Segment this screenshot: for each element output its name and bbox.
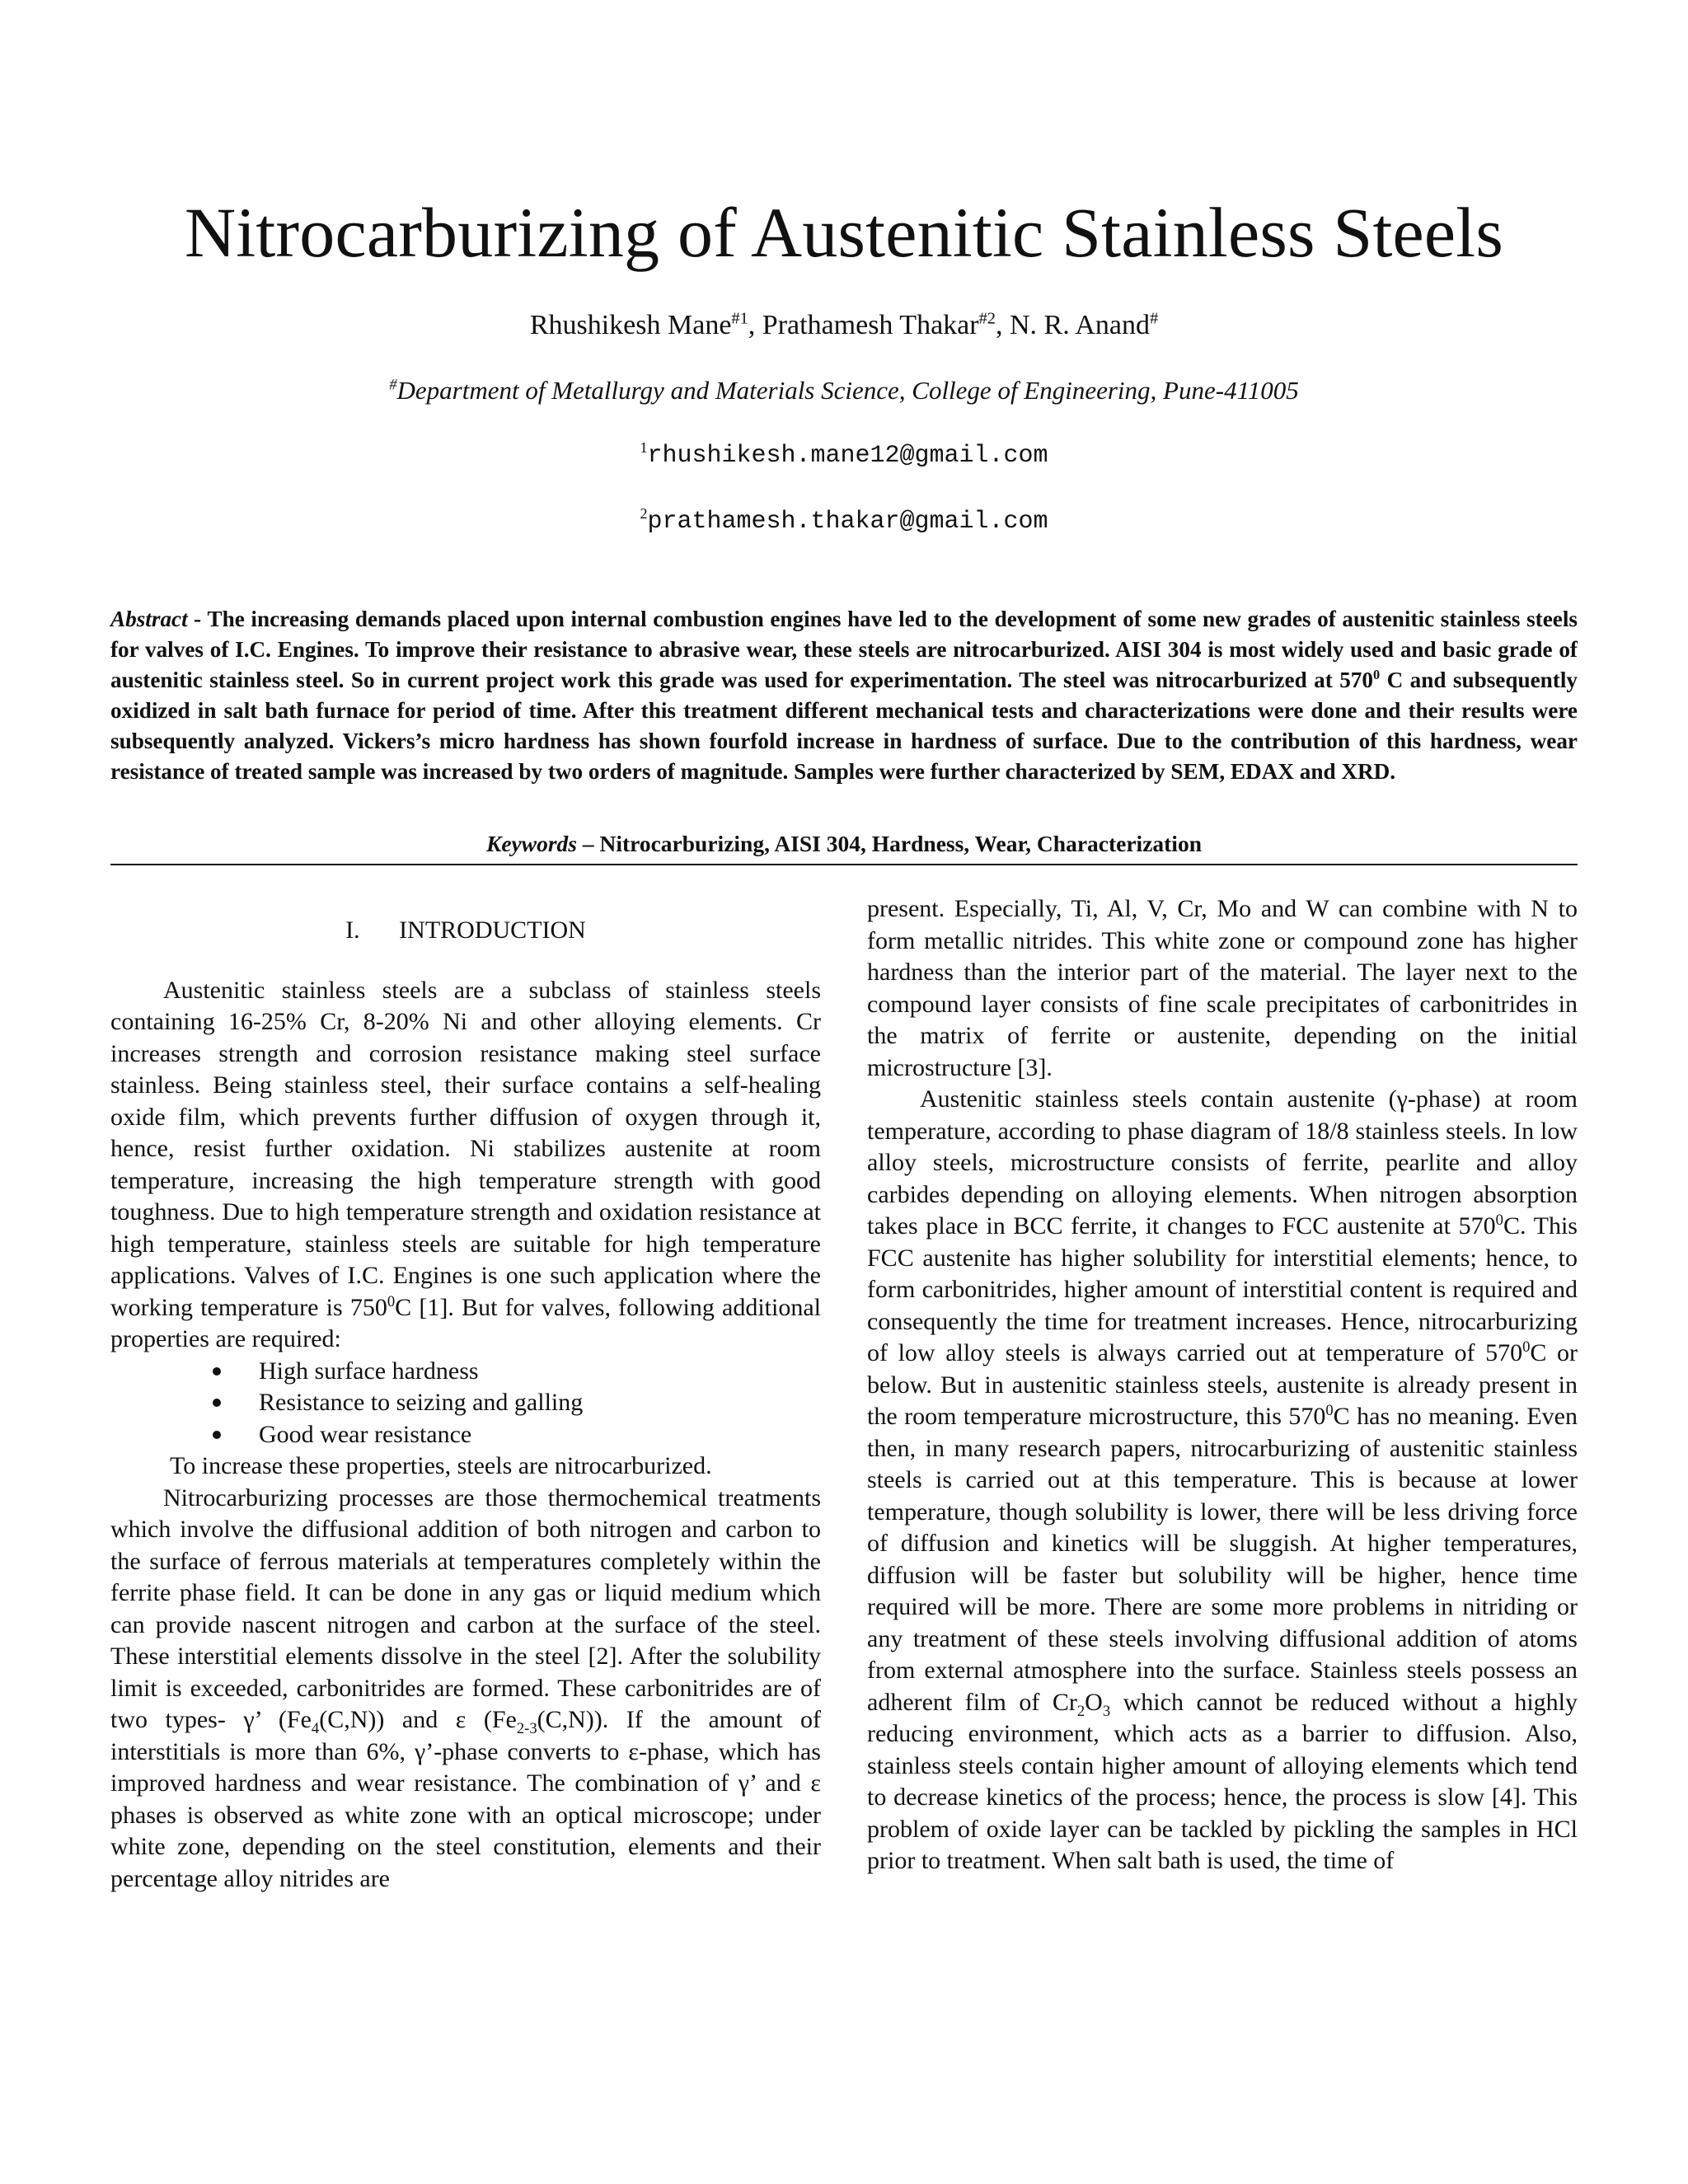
subscript: 2 bbox=[1076, 1702, 1085, 1720]
paragraph-text: which cannot be reduced without a highly reducing environment, which acts as a barrier to diffusion. Also, stainless steels contain higher amount of alloying elements which tend to decrease kinetics of the process; hence, the process is slow [4]. This problem of oxide layer can be tackled by pickling the samples in HCl prior to treatment. When salt bath is used, the time of bbox=[867, 1688, 1578, 1874]
affiliation bbox=[0, 376, 1688, 405]
subscript: 3 bbox=[1102, 1702, 1111, 1720]
paragraph bbox=[867, 1084, 1578, 1877]
author-separator: , bbox=[995, 310, 1010, 340]
keywords-label: Keywords bbox=[485, 831, 577, 856]
list-item bbox=[259, 1419, 821, 1451]
header-divider bbox=[110, 864, 1578, 865]
paragraph-text: To increase these properties, steels are nitrocarburized. bbox=[170, 1452, 712, 1479]
abstract-text: The increasing demands placed upon internal combustion engines have led to the development of some new grades of austenitic stainless steels for valves of I.C. Engines. To improve their resistance to abrasive wear, these steels are nitrocarburized. AISI 304 is most widely used and basic grade of austenitic stainless steel. So in current project work this grade was used for experimentation. The steel was nitrocarburized at 570 bbox=[110, 607, 1578, 692]
subscript: 2-3 bbox=[516, 1720, 537, 1737]
paragraph bbox=[867, 893, 1578, 1084]
degree-sup: 0 bbox=[387, 1292, 396, 1310]
list-item-text: Good wear resistance bbox=[259, 1420, 472, 1448]
section-number: I. bbox=[345, 916, 360, 944]
paragraph-text: present. Especially, Ti, Al, V, Cr, Mo and W can combine with N to form metallic nitrides. This white zone or compound zone has higher hardness than the interior part of the material. The layer next to the compound layer consists of fine scale precipitates of carbonitrides in the matrix of ferrite or austenite, depending on the initial microstructure [3]. bbox=[867, 895, 1578, 1081]
email-1 bbox=[0, 439, 1688, 470]
list-item-text: Resistance to seizing and galling bbox=[259, 1389, 584, 1416]
author-separator: , bbox=[748, 310, 762, 340]
affiliation-text: Department of Metallurgy and Materials Science, College of Engineering, Pune-411005 bbox=[396, 376, 1299, 405]
degree-sup: 0 bbox=[1522, 1338, 1531, 1356]
abstract-label: Abstract - bbox=[110, 607, 202, 631]
paragraph-text: C [1]. But for valves, following additional properties are required: bbox=[110, 1293, 821, 1352]
paragraph bbox=[110, 1483, 821, 1896]
section-title: INTRODUCTION bbox=[399, 916, 586, 944]
paper-title: Nitrocarburizing of Austenitic Stainless Steels bbox=[184, 193, 1504, 272]
email-address: prathamesh.thakar@gmail.com bbox=[647, 508, 1048, 536]
degree-sup: 0 bbox=[1495, 1212, 1503, 1229]
paragraph-text: (C,N)). If the amount of interstitials is more than 6%, γ’-phase converts to ε-phase, which has improved hardness and wear resistance. The combination of γ’ and ε phases is observed as white zone with an optical microscope; under white zone, depending on the steel constitution, elements and their percentage alloy nitrides are bbox=[110, 1706, 821, 1892]
author-affiliation-mark: #1 bbox=[731, 309, 748, 328]
bullet-icon bbox=[213, 1399, 221, 1407]
bullet-icon bbox=[213, 1367, 221, 1376]
list-item bbox=[259, 1387, 821, 1419]
paragraph bbox=[110, 975, 821, 1356]
author-name: Prathamesh Thakar bbox=[762, 310, 979, 340]
degree-sup: 0 bbox=[1372, 666, 1381, 682]
section-heading bbox=[110, 915, 821, 947]
affiliation-mark: # bbox=[389, 376, 397, 394]
email-mark: 1 bbox=[640, 439, 648, 456]
left-column bbox=[110, 915, 821, 1895]
abstract-text: C and subsequently oxidized in salt bath furnace for period of time. After this treatment different mechanical tests and characterizations were done and their results were subsequently analyzed. Vickers’s micro hardness has shown fourfold increase in hardness of surface. Due to the contribution of this hardness, wear resistance of treated sample was increased by two orders of magnitude. Samples were further characterized by SEM, EDAX and XRD. bbox=[110, 668, 1578, 784]
keywords bbox=[0, 831, 1688, 857]
property-list bbox=[110, 1356, 821, 1451]
email-2 bbox=[0, 505, 1688, 536]
abstract bbox=[110, 604, 1578, 787]
author-list bbox=[0, 310, 1688, 341]
bullet-icon bbox=[213, 1431, 221, 1439]
paragraph-text: Austenitic stainless steels contain austenite (γ-phase) at room temperature, according to phase diagram of 18/8 stainless steels. In low alloy steels, microstructure consists of ferrite, pearlite and alloy carbides depending on alloying elements. When nitrogen absorption takes place in BCC ferrite, it changes to FCC austenite at 570 bbox=[867, 1085, 1578, 1240]
email-mark: 2 bbox=[640, 505, 648, 522]
paragraph bbox=[110, 1451, 821, 1483]
author-affiliation-mark: #2 bbox=[978, 309, 996, 328]
paragraph-text: C has no meaning. Even then, in many research papers, nitrocarburizing of austenitic stainless steels is carried out at this temperature. This is because at lower temperature, though solubility is lower, there will be less driving force of diffusion and kinetics will be sluggish. At higher temperatures, diffusion will be faster but solubility will be higher, hence time required will be more. There are some more problems in nitriding or any treatment of these steels involving diffusional addition of atoms from external atmosphere into the surface. Stainless steels possess an adherent film of Cr bbox=[867, 1403, 1578, 1716]
list-item bbox=[259, 1356, 821, 1388]
paragraph-text: O bbox=[1085, 1688, 1103, 1716]
paragraph-text: (C,N)) and ε (Fe bbox=[319, 1706, 517, 1733]
paragraph-text: C or below. But in austenitic stainless steels, austenite is already present in the room temperature microstructure, this 570 bbox=[867, 1339, 1578, 1430]
paragraph-text: C. This FCC austenite has higher solubility for interstitial elements; hence, to form carbonitrides, higher amount of interstitial content is required and consequently the time for treatment increases. Hence, nitrocarburizing of low alloy steels is always carried out at temperature of 570 bbox=[867, 1212, 1578, 1366]
author-name: Rhushikesh Mane bbox=[529, 310, 732, 340]
right-column bbox=[867, 893, 1578, 1877]
list-item-text: High surface hardness bbox=[259, 1357, 479, 1385]
degree-sup: 0 bbox=[1325, 1402, 1334, 1419]
paragraph-text: Nitrocarburizing processes are those thermochemical treatments which involve the diffusional addition of both nitrogen and carbon to the surface of ferrous materials at temperatures completely within the ferrite phase field. It can be done in any gas or liquid medium which can provide nascent nitrogen and carbon at the surface of the steel. These interstitial elements dissolve in the steel [2]. After the solubility limit is exceeded, carbonitrides are formed. These carbonitrides are of two types- γ’ (Fe bbox=[110, 1483, 821, 1733]
subscript: 4 bbox=[311, 1720, 320, 1737]
paragraph-text: Austenitic stainless steels are a subclass of stainless steels containing 16-25% Cr, 8-20% Ni and other alloying elements. Cr increases strength and corrosion resistance making steel surface stainless. Being stainless steel, their surface contains a self-healing oxide film, which prevents further diffusion of oxygen through it, hence, resist further oxidation. Ni stabilizes austenite at room temperature, increasing the high temperature strength with good toughness. Due to high temperature strength and oxidation resistance at high temperature, stainless steels are suitable for high temperature applications. Valves of I.C. Engines is one such application where the working temperature is 750 bbox=[110, 976, 821, 1321]
author-name: N. R. Anand bbox=[1009, 310, 1150, 340]
keywords-text: – Nitrocarburizing, AISI 304, Hardness, Wear, Characterization bbox=[576, 831, 1202, 856]
email-address: rhushikesh.mane12@gmail.com bbox=[647, 442, 1048, 470]
author-affiliation-mark: # bbox=[1149, 309, 1159, 328]
